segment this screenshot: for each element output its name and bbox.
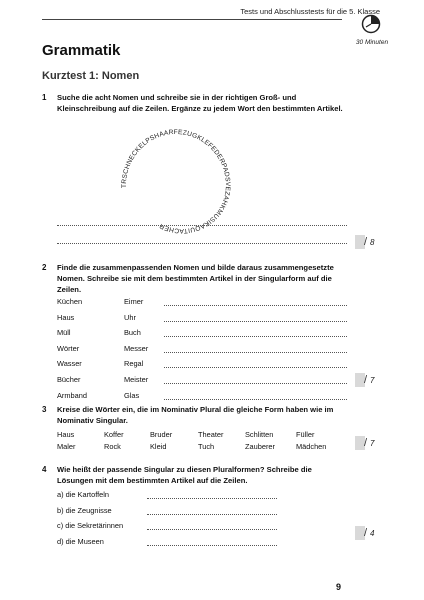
answer-line[interactable]: [164, 321, 347, 322]
task2-left-word: Haus: [57, 312, 75, 322]
task3-word[interactable]: Füller: [296, 430, 315, 439]
answer-line[interactable]: [164, 383, 347, 384]
answer-line[interactable]: [164, 336, 347, 337]
task2-left-word: Müll: [57, 328, 71, 338]
task3-word[interactable]: Rock: [104, 442, 121, 451]
task2-right-word: Regal: [124, 359, 144, 369]
task2-right-word: Buch: [124, 328, 141, 338]
svg-text:TRSCHNECKELPSHAARFEZUGKLEFEDER: [121, 129, 231, 234]
time-label: 30 Minuten: [355, 39, 389, 46]
page-number: 9: [336, 582, 342, 592]
task3-word[interactable]: Maler: [57, 442, 76, 451]
task4-item: d) die Museen: [57, 536, 104, 546]
task3-word[interactable]: Kleid: [150, 442, 167, 451]
answer-line[interactable]: [164, 352, 347, 353]
task4-item: b) die Zeugnisse: [57, 505, 112, 515]
task3-word[interactable]: Tuch: [198, 442, 215, 451]
task3-word[interactable]: Schlitten: [245, 430, 274, 439]
task3-instruction: Kreise die Wörter ein, die im Nominativ Plural die gleiche Form haben wie im Nominativ Singular.: [57, 405, 334, 425]
answer-line[interactable]: [147, 545, 277, 546]
task3-word[interactable]: Bruder: [150, 430, 173, 439]
task4-score-box: / 4: [355, 526, 377, 540]
task3-word[interactable]: Theater: [198, 430, 224, 439]
task3-word[interactable]: Mädchen: [296, 442, 327, 451]
task1-number: 1: [42, 93, 47, 102]
header-title: Tests und Abschlusstests für die 5. Klasse: [240, 7, 380, 16]
task2-right-word: Eimer: [124, 297, 144, 306]
task2-right-word: Glas: [124, 390, 140, 400]
task4-instruction: Wie heißt der passende Singular zu diesen Pluralformen? Schreibe die Lösungen mit dem bestimmten Artikel auf die Zeilen.: [57, 465, 312, 485]
task2-right-word: Messer: [124, 343, 149, 353]
header-rule: [42, 19, 342, 20]
task3-score-max: 7: [370, 439, 375, 448]
subtitle: Kurztest 1: Nomen: [42, 70, 140, 82]
task3-word[interactable]: Zauberer: [245, 442, 275, 451]
task1-score-max: 8: [370, 238, 375, 247]
answer-line[interactable]: [147, 514, 277, 515]
spiral-text: TRSCHNECKELPSHAARFEZUGKLEFEDERPADSVEZAHKMUSIKAQUITACHER: [120, 128, 232, 235]
task3-score-box: / 7: [355, 436, 377, 450]
task2-number: 2: [42, 263, 47, 272]
answer-line[interactable]: [57, 225, 347, 226]
task2-left-word: Bücher: [57, 375, 81, 384]
answer-line[interactable]: [164, 305, 347, 306]
task1-instruction: Suche die acht Nomen und schreibe sie in der richtigen Groß- und Kleinschreibung auf die Zeilen. Ergänze zu jedem Wort den bestimmten Artikel.: [57, 93, 343, 113]
task2-score-max: 7: [370, 376, 375, 385]
answer-line[interactable]: [147, 498, 277, 499]
clock-icon: [361, 14, 381, 34]
task4-number: 4: [42, 465, 47, 474]
task2-right-word: Uhr: [124, 312, 136, 322]
section-title: Grammatik: [42, 42, 121, 59]
task2-left-word: Armband: [57, 390, 87, 400]
task3-number: 3: [42, 405, 47, 414]
task4-item: c) die Sekretärinnen: [57, 521, 124, 530]
answer-line[interactable]: [164, 399, 347, 400]
answer-line[interactable]: [57, 243, 347, 244]
answer-line[interactable]: [147, 529, 277, 530]
task1-score-box: / 8: [355, 235, 377, 249]
task2-left-word: Küchen: [57, 297, 83, 306]
task2-right-word: Meister: [124, 375, 149, 384]
task2-left-word: Wörter: [57, 343, 80, 353]
task3-word[interactable]: Haus: [57, 430, 75, 439]
task4-score-max: 4: [370, 529, 375, 538]
task3-word[interactable]: Koffer: [104, 430, 124, 439]
task2-instruction: Finde die zusammenpassenden Nomen und bilde daraus zusammengesetzte Nomen. Schreibe sie mit dem bestimmten Artikel in der Singularform auf die Zeilen.: [57, 263, 334, 294]
task2-left-word: Wasser: [57, 359, 82, 369]
answer-line[interactable]: [164, 367, 347, 368]
task4-item: a) die Kartoffeln: [57, 490, 110, 499]
letter-spiral: [112, 126, 240, 244]
task2-score-box: / 7: [355, 373, 377, 387]
